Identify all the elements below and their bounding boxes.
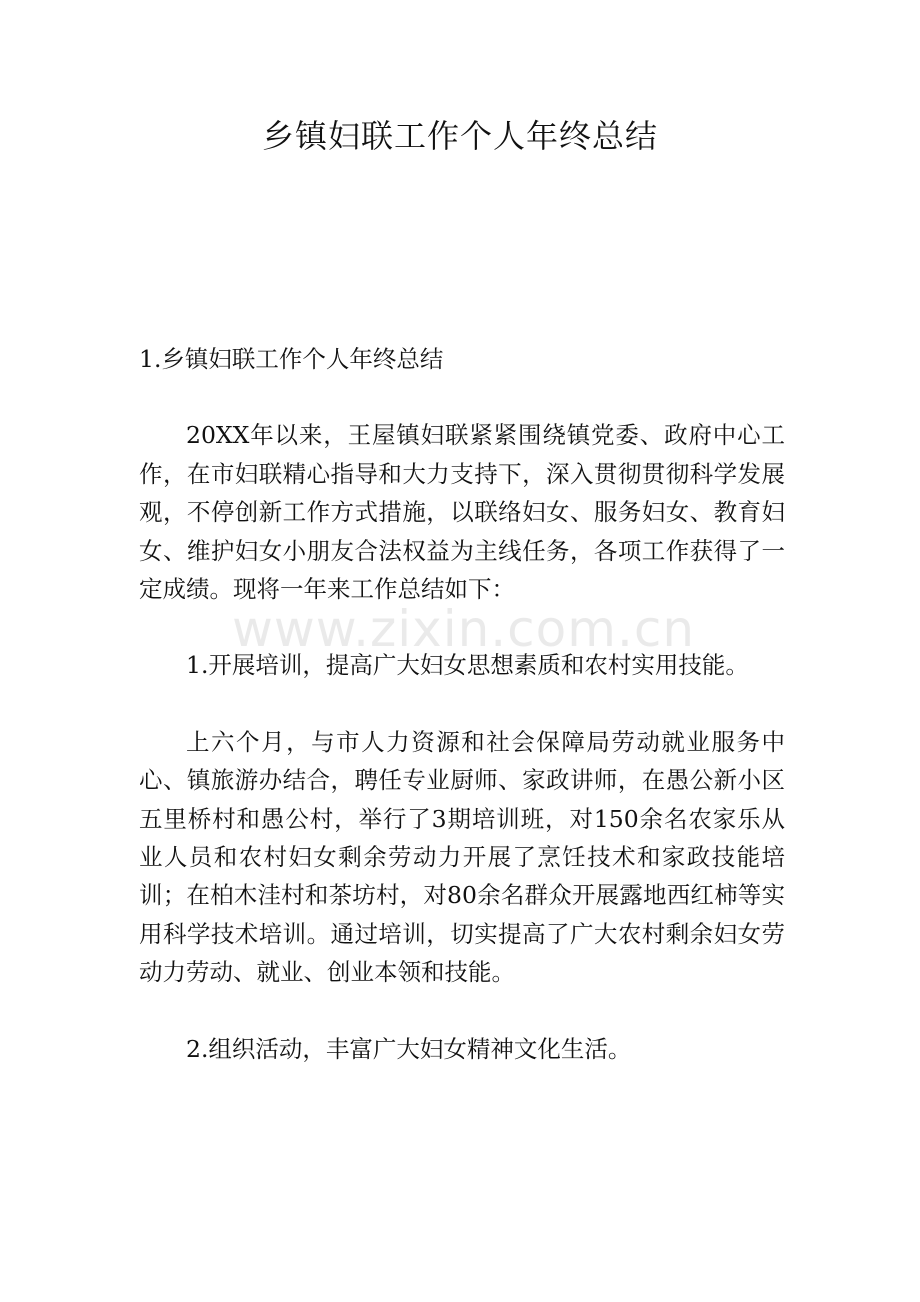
document-title: 乡镇妇联工作个人年终总结 — [261, 117, 658, 155]
watermark: www.zixin.com.cn — [232, 600, 696, 658]
intro-paragraph: 20XX年以来，王屋镇妇联紧紧围绕镇党委、政府中心工作，在市妇联精心指导和大力支持下，深入贯彻贯彻科学发展观，不停创新工作方式措施，以联络妇女、服务妇女、教育妇女、维护妇女小朋友合法权益为主线任务，各项工作获得了一定成绩。现将一年来工作总结如下： — [139, 421, 785, 604]
section-heading: 1.乡镇妇联工作个人年终总结 — [139, 345, 444, 373]
item-1-paragraph: 上六个月，与市人力资源和社会保障局劳动就业服务中心、镇旅游办结合，聘任专业厨师、家政讲师，在愚公新小区五里桥村和愚公村，举行了3期培训班，对150余名农家乐从业人员和农村妇女剩余劳动力开展了烹饪技术和家政技能培训；在柏木洼村和茶坊村，对80余名群众开展露地西红柿等实用科学技术培训。通过培训，切实提高了广大农村剩余妇女劳动力劳动、就业、创业本领和技能。 — [139, 727, 785, 987]
item-1-heading: 1.开展培训，提高广大妇女思想素质和农村实用技能。 — [186, 651, 749, 680]
document-body — [139, 340, 785, 1068]
item-2-heading: 2.组织活动，丰富广大妇女精神文化生活。 — [186, 1034, 632, 1063]
